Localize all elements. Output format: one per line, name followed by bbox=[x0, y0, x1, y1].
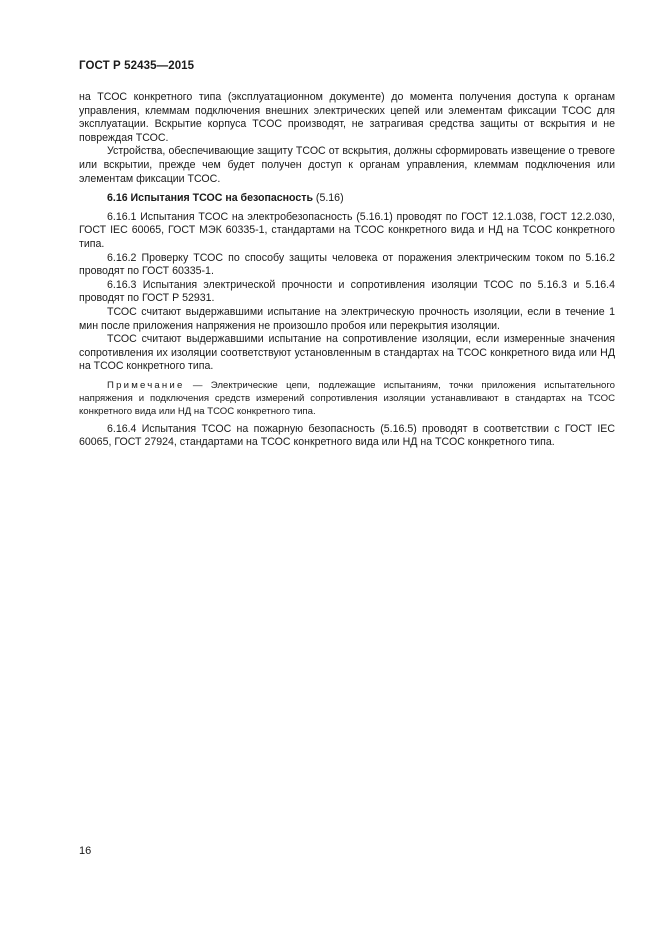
paragraph: ТСОС считают выдержавшими испытание на электрическую прочность изоляции, если в течение 1 мин после приложения напряжения не произошло пробоя или перекрытия изоляции. bbox=[79, 305, 615, 332]
section-title-text: 6.16 Испытания ТСОС на безопасность bbox=[107, 192, 313, 205]
paragraph: 6.16.2 Проверку ТСОС по способу защиты человека от поражения электрическим током по 5.16.2 проводят по ГОСТ 60335-1. bbox=[79, 251, 615, 278]
paragraph: 6.16.1 Испытания ТСОС на электробезопасность (5.16.1) проводят по ГОСТ 12.1.038, ГОСТ 12.2.030, ГОСТ IEC 60065, ГОСТ МЭК 60335-1, стандартами на ТСОС конкретного вида и НД на ТСОС конкретного типа. bbox=[79, 210, 615, 250]
paragraph: 6.16.4 Испытания ТСОС на пожарную безопасность (5.16.5) проводят в соответствии с ГОСТ IEC 60065, ГОСТ 27924, стандартами на ТСОС конкретного вида или НД на ТСОС конкретного типа. bbox=[79, 422, 615, 449]
section-title-ref: (5.16) bbox=[315, 192, 344, 205]
paragraph: на ТСОС конкретного типа (эксплуатационном документе) до момента получения доступа к органам управления, клеммам подключения внешних электрических цепей или элементам фиксации ТСОС для эксплуатации. Вскрытие корпуса ТСОС производят, не затрагивая средства защиты от вскрытия и не повреждая ТСОС. bbox=[79, 91, 615, 144]
note-label: Примечание bbox=[107, 379, 185, 391]
section-title bbox=[79, 192, 615, 206]
paragraph: ТСОС считают выдержавшими испытание на сопротивление изоляции, если измеренные значения сопротивления их изоляции соответствуют установленным в стандартах на ТСОС конкретного вида или НД на ТСОС конкретного типа. bbox=[79, 333, 615, 373]
document-body bbox=[79, 91, 615, 450]
note-text: — Электрические цепи, подлежащие испытаниям, точки приложения испытательного напряжения и подключения средств измерений сопротивления изоляции устанавливают в стандартах на ТСОС конкретного вида или НД на ТСОС конкретного типа. bbox=[79, 379, 615, 417]
note bbox=[79, 379, 615, 418]
page-number: 16 bbox=[79, 845, 92, 857]
paragraph: 6.16.3 Испытания электрической прочности и сопротивления изоляции ТСОС по 5.16.3 и 5.16.4 проводят по ГОСТ Р 52931. bbox=[79, 278, 615, 305]
paragraph: Устройства, обеспечивающие защиту ТСОС от вскрытия, должны сформировать извещение о тревоге или вскрытии, прежде чем будет получен доступ к органам управления, клеммам подключения или элементам фиксации ТСОС. bbox=[79, 145, 615, 185]
document-header: ГОСТ Р 52435—2015 bbox=[79, 60, 195, 72]
